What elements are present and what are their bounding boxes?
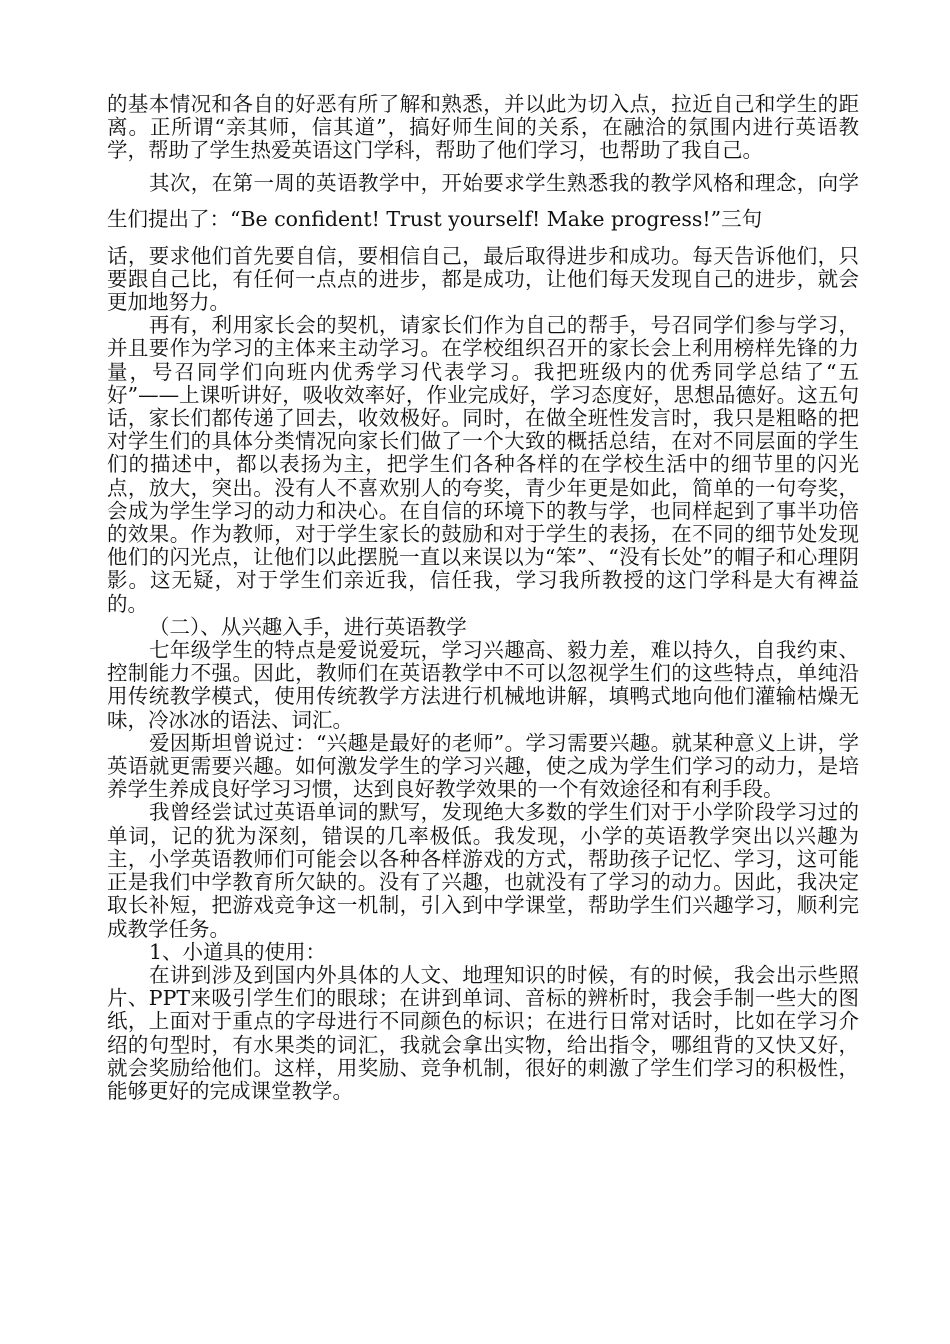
paragraph-1: 的基本情况和各自的好恶有所了解和熟悉，并以此为切入点，拉近自己和学生的距离。正所谓“亲其师，信其道”，搞好师生间的关系，在融洽的氛围内进行英语教学，帮助了学生热爱英语这门学科，帮助了他们学习，也帮助了我自己。	[107, 92, 859, 163]
section-heading-2: （二）、从兴趣入手，进行英语教学	[149, 614, 467, 639]
paragraph-3: 话，要求他们首先要自信，要相信自己，最后取得进步和成功。每天告诉他们，只要跟自己比，有任何一点点的进步，都是成功，让他们每天发现自己的进步，就会更加地努力。	[107, 243, 859, 315]
document-body	[107, 93, 859, 1103]
paragraph-6: 爱因斯坦曾说过：“兴趣是最好的老师”。学习需要兴趣。就某种意义上讲，学英语就更需要兴趣。如何激发学生的学习兴趣，使之成为学生们学习的动力，是培养学生养成良好学习习惯，达到良好教学效果的一个有效途径和有利手段。	[107, 730, 859, 802]
paragraph-2: 其次，在第一周的英语教学中，开始要求学生熟悉我的教学风格和理念，向学生们提出了：“Be confident! Trust yourself! Make progress!”三句	[107, 170, 859, 231]
paragraph-4: 再有，利用家长会的契机，请家长们作为自己的帮手，号召同学们参与学习，并且要作为学习的主体来主动学习。在学校组织召开的家长会上利用榜样先锋的力量，号召同学们向班内优秀学习代表学习。我把班级内的优秀同学总结了“五好”——上课听讲好，吸收效率好，作业完成好，学习态度好，思想品德好。这五句话，家长们都传递了回去，收效极好。同时，在做全班性发言时，我只是粗略的把对学生们的具体分类情况向家长们做了一个大致的概括总结，在对不同层面的学生们的描述中，都以表扬为主，把学生们各种各样的在学校生活中的细节里的闪光点，放大，突出。没有人不喜欢别人的夸奖，青少年更是如此，简单的一句夸奖，会成为学生学习的动力和决心。在自信的环境下的教与学，也同样起到了事半功倍的效果。作为教师，对于学生家长的鼓励和对于学生的表扬，在不同的细节处发现他们的闪光点，让他们以此摆脱一直以来误以为“笨”、“没有长处”的帽子和心理阴影。这无疑，对于学生们亲近我，信任我，学习我所教授的这门学科是大有裨益的。	[107, 313, 859, 616]
paragraph-7: 我曾经尝试过英语单词的默写，发现绝大多数的学生们对于小学阶段学习过的单词，记的犹为深刻，错误的几率极低。我发现，小学的英语教学突出以兴趣为主，小学英语教师们可能会以各种各样游戏的方式，帮助孩子记忆、学习，这可能正是我们中学教育所欠缺的。没有了兴趣，也就没有了学习的动力。因此，我决定取长补短，把游戏竞争这一机制，引入到中学课堂，帮助学生们兴趣学习，顺利完成教学任务。	[107, 800, 859, 941]
paragraph-8: 在讲到涉及到国内外具体的人文、地理知识的时候，有的时候，我会出示些照片、PPT来吸引学生们的眼球；在讲到单词、音标的辨析时，我会手制一些大的图纸，上面对于重点的字母进行不同颜色的标识；在进行日常对话时，比如在学习介绍的句型时，有水果类的词汇，我就会拿出实物，给出指令，哪组背的又快又好，就会奖励给他们。这样，用奖励、竞争机制，很好的刺激了学生们学习的积极性，能够更好的完成课堂教学。	[107, 962, 859, 1103]
paragraph-5: 七年级学生的特点是爱说爱玩，学习兴趣高、毅力差，难以持久，自我约束、控制能力不强。因此，教师们在英语教学中不可以忽视学生们的这些特点，单纯沿用传统教学模式，使用传统教学方法进行机械地讲解，填鸭式地向他们灌输枯燥无味，冷冰冰的语法、词汇。	[107, 638, 859, 732]
subsection-heading-1: 1、小道具的使用：	[149, 939, 327, 964]
